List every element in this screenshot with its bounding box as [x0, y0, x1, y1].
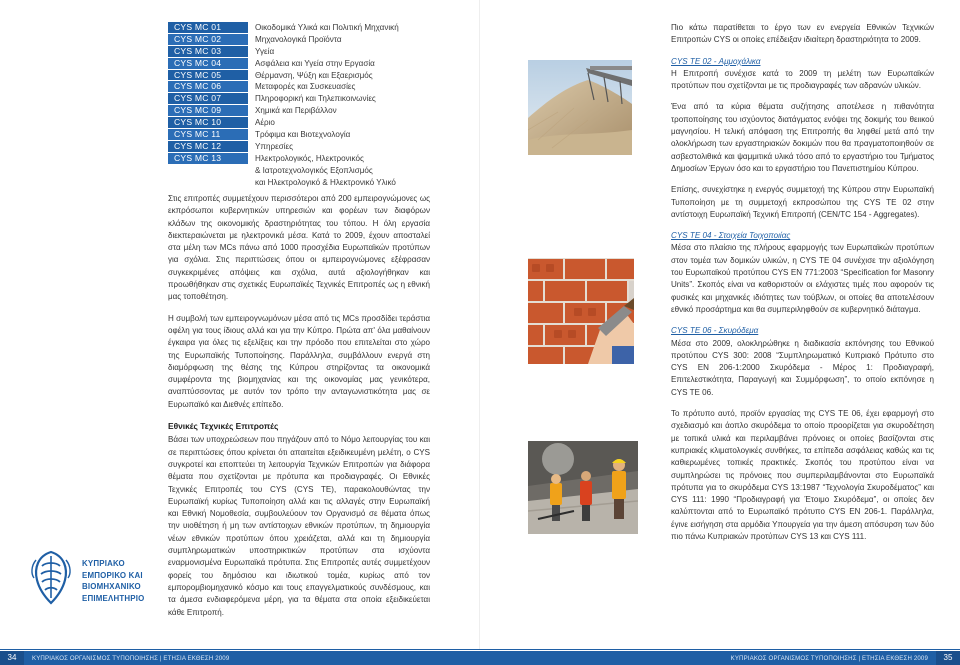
paragraph: Στις επιτροπές συμμετέχουν περισσότεροι από 200 εμπειρογνώμονες ως εκπρόσωποι κυβερνητικών υπηρεσιών και φορέων των διαφόρων κλάδων της οικονομικής δραστηριότητας του τόπου. Η όλη εργασία διεκπεραιώνεται με ηλεκτρονικά μέσα. Κατά το 2009, έχουν αποσταλεί στα μέλη των MCs πάνω από 1000 προσχέδια Ευρωπαϊκών προτύπων για σχόλια. Στις περιπτώσεις όπου οι εμπειρογνώμονες εξέφρασαν συγκεκριμένες απόψεις και σχόλια, αυτά αξιολογήθηκαν και προωθήθηκαν στις σχετικές Ευρωπαϊκές Τεχνικές Επιτροπές ως η εθνική μας τοποθέτηση. [168, 194, 430, 302]
page-number: 34 [0, 651, 24, 665]
committee-row [168, 34, 418, 46]
committee-row [168, 105, 418, 117]
committee-row [168, 93, 418, 105]
footer-text: ΚΥΠΡΙΑΚΟΣ ΟΡΓΑΝΙΣΜΟΣ ΤΥΠΟΠΟΙΗΣΗΣ | ΕΤΗΣΙΑ ΕΚΘΕΣΗ 2009 [730, 654, 928, 662]
committee-code: CYS MC 10 [168, 117, 248, 129]
left-body-text [168, 193, 430, 619]
paragraph: Μέσα στο 2009, ολοκληρώθηκε η διαδικασία εκπόνησης του Εθνικού προτύπου CYS 300: 2008 “Συμπληρωματικό Κυπριακό Πρότυπο στο CYS EN 206-1:2000 Σκυρόδεμα - Μέρος 1: Προδιαγραφή, Επιτελεστικότητα, Παραγωγή και Συμμόρφωση”, το οποίο εκπόνησε η CYS TE 06. [671, 338, 934, 397]
committee-row [168, 141, 418, 153]
committee-name-continued: και Ηλεκτρολογικό & Ηλεκτρονικό Υλικό [255, 177, 396, 187]
chamber-logo [28, 548, 178, 610]
committee-row [168, 117, 418, 129]
chamber-name [82, 558, 144, 604]
page-number: 35 [936, 651, 960, 665]
paragraph: Η Επιτροπή συνέχισε κατά το 2009 τη μελέτη των Ευρωπαϊκών προτύπων που σχετίζονται με τις προδιαγραφές των αδρανών υλικών. [671, 68, 934, 91]
chamber-emblem-icon [28, 548, 74, 606]
footer-rule [0, 649, 480, 650]
brick-wall-photo [528, 258, 634, 364]
committee-list [168, 22, 418, 189]
committee-row [168, 129, 418, 141]
committee-code: CYS MC 11 [168, 129, 248, 141]
paragraph: Πιο κάτω παρατίθεται το έργο των εν ενεργεία Εθνικών Τεχνικών Επιτροπών CYS οι οποίες επέδειξαν ιδιαίτερη δραστηριότητα το 2009. [671, 23, 934, 45]
footer-rule [480, 649, 960, 650]
committee-name: Υγεία [255, 46, 275, 56]
committee-name: Ασφάλεια και Υγεία στην Εργασία [255, 58, 375, 68]
committee-name: Θέρμανση, Ψύξη και Εξαερισμός [255, 70, 373, 80]
footer-text: ΚΥΠΡΙΑΚΟΣ ΟΡΓΑΝΙΣΜΟΣ ΤΥΠΟΠΟΙΗΣΗΣ | ΕΤΗΣΙΑ ΕΚΘΕΣΗ 2009 [32, 654, 230, 662]
chamber-name-line: ΕΠΙΜΕΛΗΤΗΡΙΟ [82, 593, 145, 603]
paragraph: Μέσα στο πλαίσιο της πλήρους εφαρμογής των Ευρωπαϊκών προτύπων στον τομέα των δομικών υλικών, η CYS TE 04 συνέχισε την αξιολόγηση του Ευρωπαϊκού προτύπου CYS EN 771:2003 “Specification for Masonry Units”. Σκοπός είναι να καθοριστούν οι ελάχιστες τιμές που αφορούν τις φυσικές και μηχανικές ιδιότητες των τούβλων, οι οποίες θα αποτελέσουν εθνικό προσάρτημα και θα συμπεριληφθούν σε κυβερνητικό διάταγμα. [671, 243, 934, 314]
committee-name: Ηλεκτρολογικός, Ηλεκτρονικός [255, 153, 364, 163]
committee-name: Πληροφορική και Τηλεπικοινωνίες [255, 94, 376, 104]
left-footer [0, 651, 480, 665]
committee-code: CYS MC 01 [168, 22, 248, 34]
section-heading-te02: CYS TE 02 - Αμμοχάλικα [671, 56, 761, 66]
concrete-workers-photo [528, 441, 638, 534]
section-heading-te06: CYS TE 06 - Σκυρόδεμα [671, 326, 759, 336]
committee-code: CYS MC 03 [168, 46, 248, 58]
committee-code: CYS MC 05 [168, 70, 248, 82]
chamber-name-line: ΕΜΠΟΡΙΚΟ ΚΑΙ [82, 570, 143, 580]
committee-name-continued: & Ιατροτεχνολογικός Εξοπλισμός [255, 165, 373, 175]
committee-row [168, 46, 418, 58]
paragraph: Η συμβολή των εμπειρογνωμόνων μέσα από τις MCs προσδίδει τεράστια οφέλη για τους ίδιους αλλά και για την Κύπρο. Πρώτα απ' όλα μαθαίνουν έγκαιρα για όλες τις εξελίξεις και την πρόοδο που επιτελείται στο χώρο της Ευρωπαϊκής Τυποποίησης. Παράλληλα, συμβάλλουν ενεργά στη διαμόρφωση της θέσης της Κύπρου στηρίζοντας τα οικονομικά συμφέροντα της βιομηχανίας και της οικονομίας μας γενικότερα, αναπτύσσοντας με αυτόν τον τρόπο την ανταγωνιστικότητα μας σε Ευρωπαϊκό και Διεθνές επίπεδο. [168, 313, 430, 409]
paragraph: Βάσει των υποχρεώσεων που πηγάζουν από το Νόμο λειτουργίας του και σε περιπτώσεις όπου κρίνεται ότι απαιτείται εξειδικευμένη μελέτη, ο CYS συγκροτεί και εποπτεύει τη λειτουργία Τεχνικών Επιτροπών για διάφορα θέματα που σχετίζονται με πρότυπα και προδιαγραφές. Οι Εθνικές Τεχνικές Επιτροπές του CYS (CYS TE), παρακολουθώντας την Ευρωπαϊκή κυρίως Τυποποίηση αλλά και τις αλλαγές στην Ευρωπαϊκή και Εθνική Νομοθεσία, συμβουλεύουν τον Οργανισμό σε θέματα όπως την υιοθέτηση ή μη των αντίστοιχων εθνικών προτύπων, τη δημιουργία νέων εθνικών προτύπων όπου χρειάζεται, αλλά και τη δημιουργία συμπληρωματικών υποστηρικτικών προτύπων στα ισχύοντα εναρμονισμένα Ευρωπαϊκά πρότυπα. Στις Επιτροπές αυτές συμμετέχουν φορείς του δημόσιου και ιδιωτικού τομέα, κυρίως από τον εμπορομβιομηχανικό κόσμο και τους επαγγελματικούς συνδέσμους, και τα άμεσα ενδιαφερόμενα μέρη, για τα θέματα στα οποία εξειδικεύεται κάθε Επιτροπή. [168, 435, 430, 617]
right-body-text [671, 22, 934, 543]
committee-code: CYS MC 04 [168, 58, 248, 70]
committee-row [168, 153, 418, 165]
committee-name: Μηχανολογικά Προϊόντα [255, 34, 342, 44]
committee-name: Χημικά και Περιβάλλον [255, 106, 337, 116]
committee-name: Μεταφορές και Συσκευασίες [255, 82, 356, 92]
right-page [480, 0, 960, 665]
committee-code: CYS MC 09 [168, 105, 248, 117]
committee-row [168, 81, 418, 93]
committee-row [168, 58, 418, 70]
paragraph: Επίσης, συνεχίστηκε η ενεργός συμμετοχή της Κύπρου στην Ευρωπαϊκή Τυποποίηση με τη συμμετοχή εκπροσώπου της CYS TE 02 στην αντίστοιχη Ευρωπαϊκή Τεχνική Επιτροπή (CEN/TC 154 - Aggregates). [671, 185, 934, 219]
committee-name: Οικοδομικά Υλικά και Πολιτική Μηχανική [255, 23, 399, 32]
committee-row [168, 22, 418, 34]
committee-row [168, 70, 418, 82]
right-footer [480, 651, 960, 665]
committee-name: Τρόφιμα και Βιοτεχνολογία [255, 130, 351, 140]
paragraph: Ένα από τα κύρια θέματα συζήτησης αποτέλεσε η πιθανότητα τροποποίησης του ισχύοντος διατάγματος ενόψει της δοκιμής του θειικού μαγνησίου. Η τελική απόφαση της Επιτροπής θα ληφθεί μετά από την ολοκλήρωση των εργαστηριακών δοκιμών που θα πραγματοποιηθούν σε ασβεστολιθικά και ψαμμιτικά υλικά τόσο από το εργαστήριο του Τμήματος Δημοσίων Έργων όσο και το εργαστήριο του Πανεπιστημίου Κύπρου. [671, 102, 934, 173]
committee-code: CYS MC 12 [168, 141, 248, 153]
committee-code: CYS MC 02 [168, 34, 248, 46]
committee-code: CYS MC 06 [168, 81, 248, 93]
committee-code: CYS MC 07 [168, 93, 248, 105]
chamber-name-line: ΒΙΟΜΗΧΑΝΙΚΟ [82, 582, 141, 591]
committee-code: CYS MC 13 [168, 153, 248, 165]
section-heading-te04: CYS TE 04 - Στοιχεία Τοιχοποιίας [671, 231, 791, 241]
chamber-name-line: ΚΥΠΡΙΑΚΟ [82, 559, 125, 568]
committee-name: Αέριο [255, 118, 275, 128]
paragraph: Το πρότυπο αυτό, προϊόν εργασίας της CYS TE 06, έχει εφαρμογή στο σχεδιασμό και άοπλο σκυρόδεμα το οποίο προορίζεται για σκυροδέτηση με τοπικά υλικά και περιλαμβάνει πρόνοιες οι οποίες βασίζονται στις κυπριακές κλιματολογικές συνθήκες, τα επίπεδα ασφάλειας καθώς και τις καθιερωμένες τοπικές πρακτικές. Σκοπός του προτύπου είναι να συμπληρώσει τις πρόνοιες που συμπεριλαμβάνονται στο Ευρωπαϊκά πρότυπα για το σκυρόδεμα CYS 13:1987 “Τεχνολογία Σκυροδέματος” και CYS 111: 1990 “Προδιαγραφή για Έτοιμο Σκυρόδεμα”, οι οποίες δεν καλύπτονται από το Ευρωπαϊκό πρότυπο CYS EN 206-1. Παράλληλα, έγινε εισήγηση στα αρμόδια Υπουργεία για την άμεση απόσυρση των δύο πιο πάνω Κυπριακών προτύπων CYS 13 και CYS 111. [671, 409, 934, 541]
gravel-photo [528, 60, 632, 155]
committee-name: Υπηρεσίες [255, 141, 293, 151]
section-heading: Εθνικές Τεχνικές Επιτροπές [168, 421, 279, 432]
